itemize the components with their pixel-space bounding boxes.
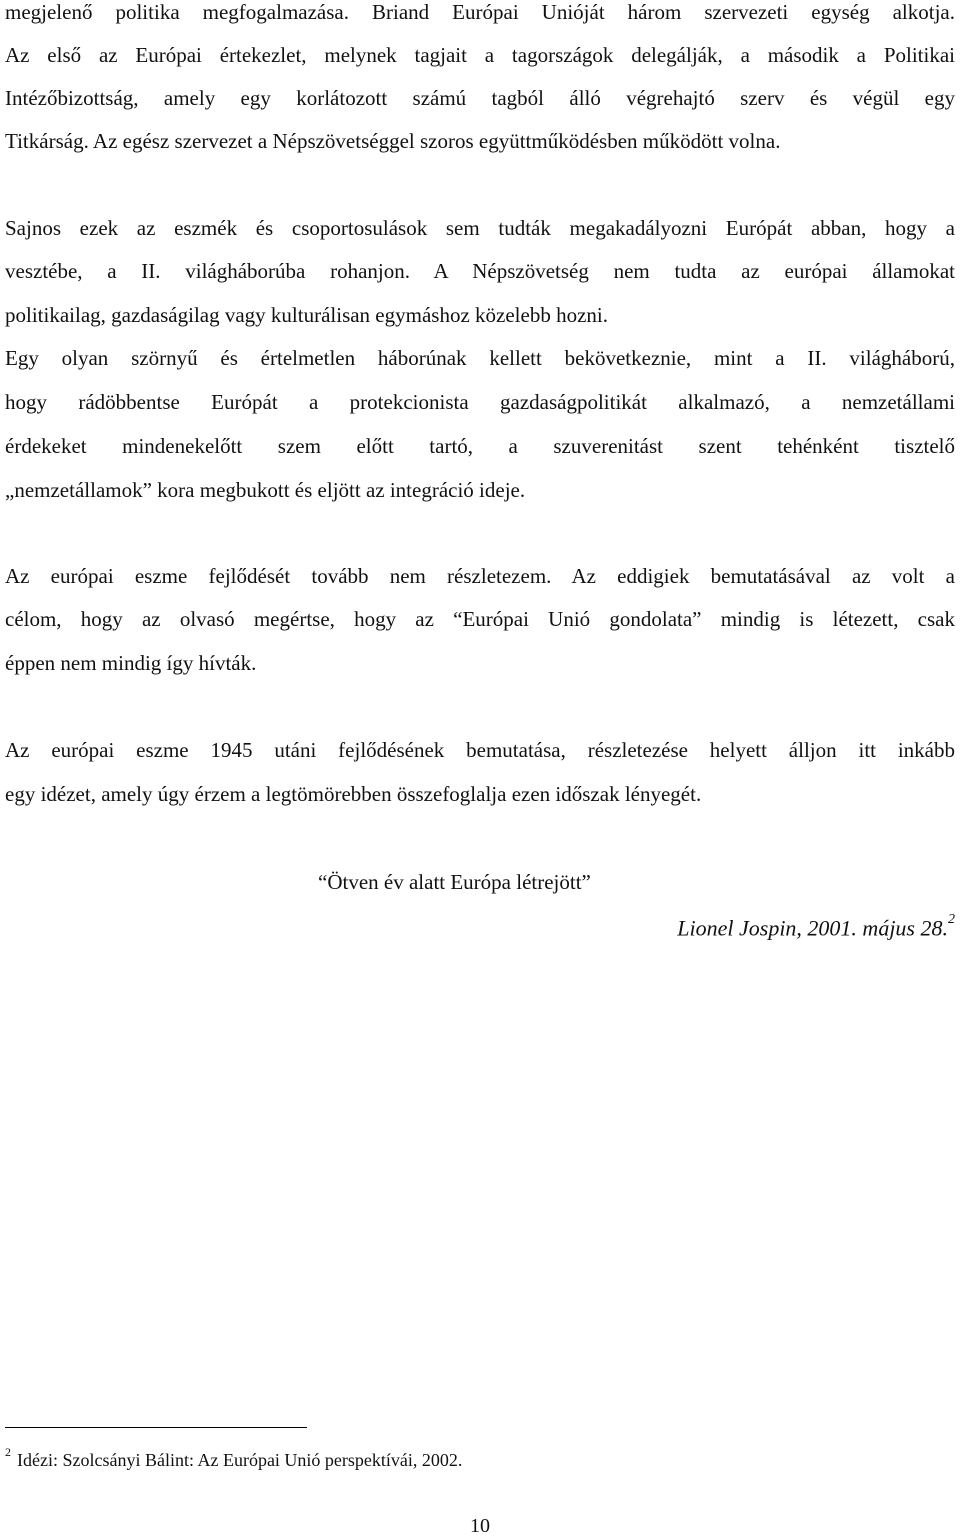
- footnote-marker: 2: [5, 1445, 11, 1459]
- text-line: Az első az Európai értekezlet, melynek tagjait a tagországok delegálják, a második a Politikai: [5, 43, 955, 67]
- footnote-text: Idézi: Szolcsányi Bálint: Az Európai Unió perspektívái, 2002.: [17, 1450, 463, 1470]
- text-line: egy idézet, amely úgy érzem a legtömörebben összefoglalja ezen időszak lényegét.: [5, 782, 702, 806]
- text-line: éppen nem mindig így hívták.: [5, 651, 257, 675]
- text-line: Az európai eszme fejlődését tovább nem részletezem. Az eddigiek bemutatásával az volt a: [5, 564, 955, 588]
- text-line: Egy olyan szörnyű és értelmetlen háborúnak kellett bekövetkeznie, mint a II. világháború,: [5, 346, 955, 370]
- text-line: Titkárság. Az egész szervezet a Népszövetséggel szoros együttműködésben működött volna.: [5, 129, 781, 153]
- attribution-text: Lionel Jospin, 2001. május 28.: [677, 915, 948, 941]
- footnote-divider: [5, 1427, 307, 1428]
- page-number: 10: [470, 1515, 490, 1537]
- text-line: Sajnos ezek az eszmék és csoportosulások sem tudták megakadályozni Európát abban, hogy a: [5, 216, 955, 240]
- text-line: Intézőbizottság, amely egy korlátozott számú tagból álló végrehajtó szerv és végül egy: [5, 86, 955, 110]
- footnote-reference: 2: [948, 912, 955, 927]
- footnote: [5, 1444, 462, 1471]
- text-line: „nemzetállamok” kora megbukott és eljött az integráció ideje.: [5, 478, 526, 502]
- text-line: megjelenő politika megfogalmazása. Briand Európai Unióját három szervezeti egység alkotja.: [5, 0, 955, 24]
- quote-attribution: [677, 911, 955, 941]
- text-line: érdekeket mindenekelőtt szem előtt tartó, a szuverenitást szent tehénként tisztelő: [5, 434, 955, 458]
- text-line: célom, hogy az olvasó megértse, hogy az “Európai Unió gondolata” mindig is létezett, csak: [5, 607, 955, 631]
- text-line: hogy rádöbbentse Európát a protekcionista gazdaságpolitikát alkalmazó, a nemzetállami: [5, 390, 955, 414]
- text-line: Az európai eszme 1945 utáni fejlődésének bemutatása, részletezése helyett álljon itt inkább: [5, 738, 955, 762]
- quote-text: “Ötven év alatt Európa létrejött”: [318, 870, 591, 894]
- text-line: vesztébe, a II. világháborúba rohanjon. A Népszövetség nem tudta az európai államokat: [5, 259, 955, 283]
- text-line: politikailag, gazdaságilag vagy kulturálisan egymáshoz közelebb hozni.: [5, 303, 608, 327]
